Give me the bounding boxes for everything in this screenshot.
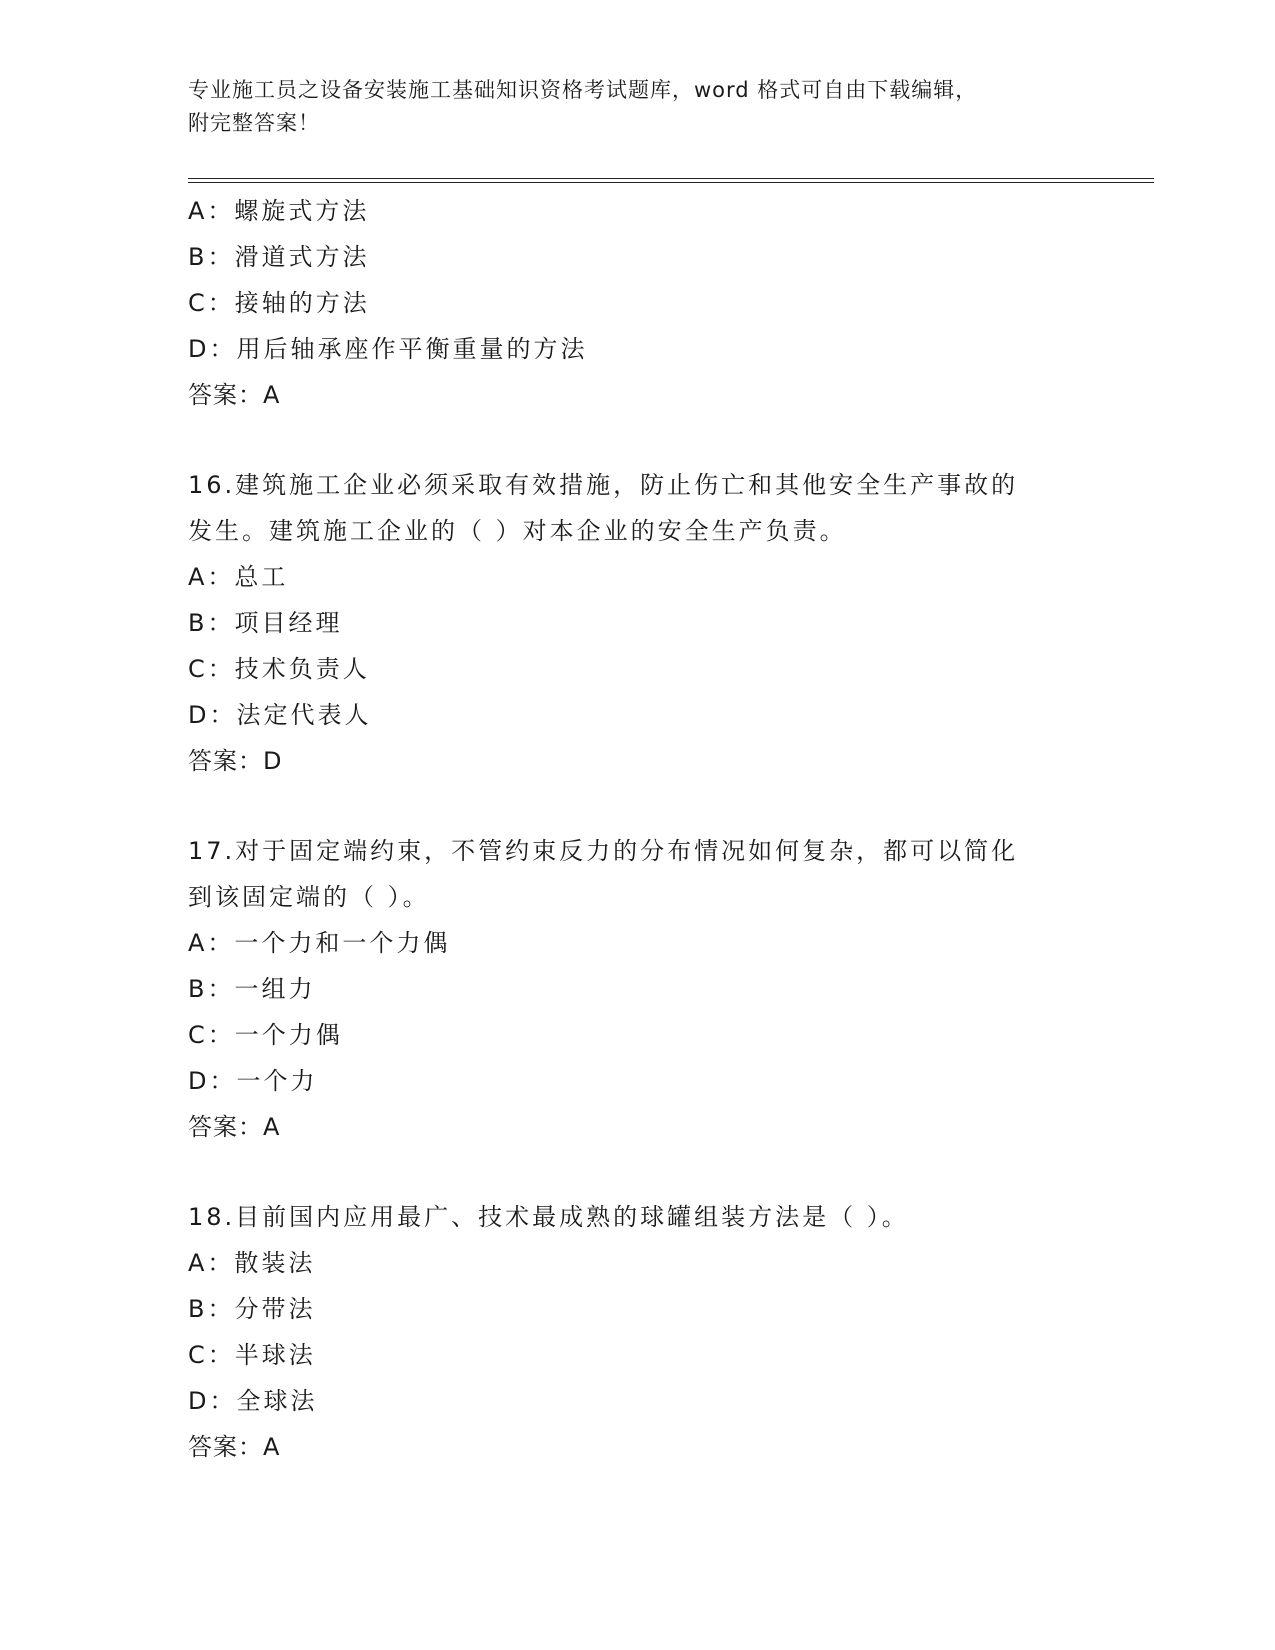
option-c: C：半球法 xyxy=(188,1341,316,1369)
option-b: B：滑道式方法 xyxy=(188,243,370,271)
question-stem-continued: 到该固定端的（ ）。 xyxy=(188,883,430,911)
question-18 xyxy=(188,1194,1088,1470)
option-c: C：技术负责人 xyxy=(188,655,370,683)
option-d: D：用后轴承座作平衡重量的方法 xyxy=(188,335,588,363)
answer: 答案：D xyxy=(188,747,283,775)
header-line-1: 专业施工员之设备安装施工基础知识资格考试题库，word 格式可自由下载编辑， xyxy=(188,78,978,102)
answer: 答案：A xyxy=(188,1113,281,1141)
answer: 答案：A xyxy=(188,1433,281,1461)
option-a: A：总工 xyxy=(188,563,289,591)
header-divider-bottom xyxy=(188,182,1154,183)
answer: 答案：A xyxy=(188,381,281,409)
question-16 xyxy=(188,462,1088,784)
header-line-2: 附完整答案！ xyxy=(188,111,320,135)
question-stem: 16.建筑施工企业必须采取有效措施，防止伤亡和其他安全生产事故的 xyxy=(188,471,1019,499)
question-15 xyxy=(188,188,1088,418)
option-b: B：分带法 xyxy=(188,1295,316,1323)
option-b: B：一组力 xyxy=(188,975,316,1003)
option-a: A：螺旋式方法 xyxy=(188,197,370,225)
option-b: B：项目经理 xyxy=(188,609,343,637)
question-17 xyxy=(188,828,1088,1150)
document-header xyxy=(188,74,1088,140)
option-d: D：全球法 xyxy=(188,1387,318,1415)
question-stem: 17.对于固定端约束，不管约束反力的分布情况如何复杂，都可以简化 xyxy=(188,837,1019,865)
option-a: A：一个力和一个力偶 xyxy=(188,929,451,957)
question-list xyxy=(188,188,1088,1470)
question-stem: 18.目前国内应用最广、技术最成熟的球罐组装方法是（ ）。 xyxy=(188,1203,909,1231)
header-divider-top xyxy=(188,178,1154,179)
option-c: C：一个力偶 xyxy=(188,1021,343,1049)
question-stem-continued: 发生。建筑施工企业的（ ）对本企业的安全生产负责。 xyxy=(188,517,847,545)
option-d: D：一个力 xyxy=(188,1067,318,1095)
option-a: A：散装法 xyxy=(188,1249,316,1277)
option-c: C：接轴的方法 xyxy=(188,289,370,317)
option-d: D：法定代表人 xyxy=(188,701,372,729)
